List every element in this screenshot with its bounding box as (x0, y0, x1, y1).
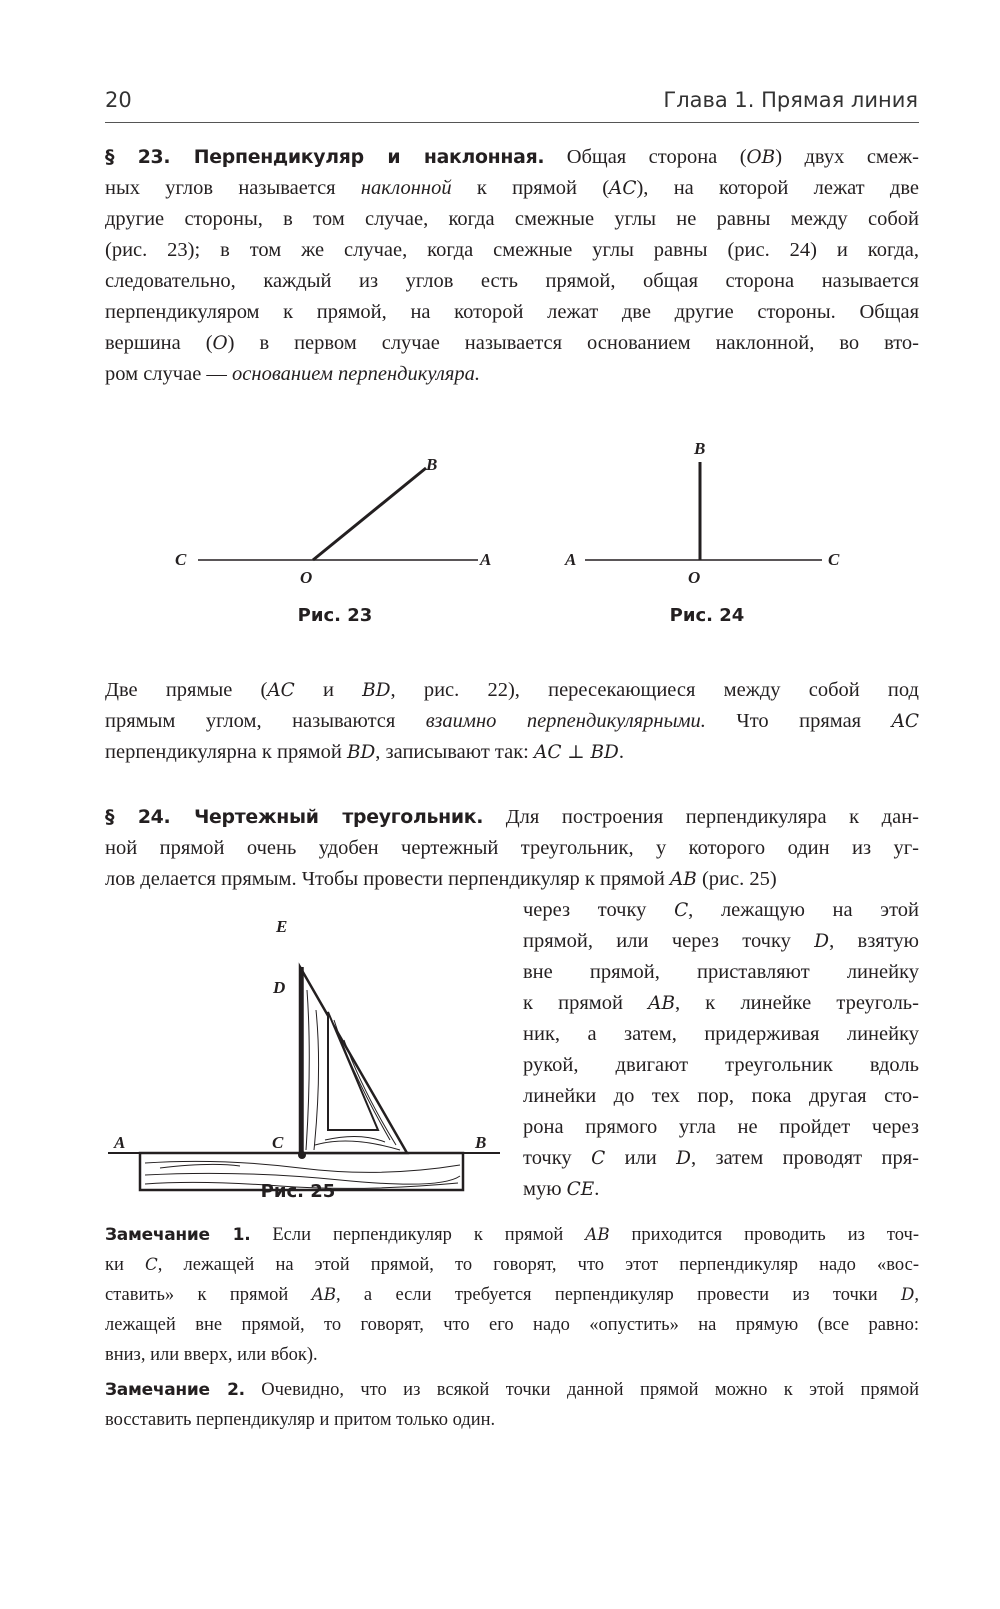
text-line (105, 1405, 919, 1435)
body-text: , рис. 22), пересекающиеся между собой под (390, 679, 919, 701)
figure-25 (100, 900, 510, 1200)
math-text: AC (609, 178, 637, 199)
body-text: ной прямой очень удобен чертежный треугольник, у которого один из уг- (105, 837, 919, 859)
text-line (105, 1250, 919, 1280)
math-text: C (591, 1148, 606, 1169)
text-line (523, 1081, 919, 1112)
text-line (105, 173, 919, 204)
body-text: рукой, двигают треугольник вдоль (523, 1054, 919, 1076)
body-text: ), на которой лежат две (636, 177, 919, 199)
body-text: мую (523, 1178, 567, 1200)
body-text: вне прямой, приставляют линейку (523, 961, 919, 983)
math-text: AB (669, 869, 697, 890)
text-line (105, 328, 919, 359)
body-text: Общая сторона ( (544, 146, 747, 168)
body-text: точку (523, 1147, 592, 1169)
body-text: Что прямая (705, 710, 892, 732)
paragraph-perpendicular-lines (105, 675, 919, 768)
header-rule (105, 122, 919, 123)
body-text: , лежащую на этой (688, 899, 919, 921)
body-text: , к линейке треуголь- (675, 992, 919, 1014)
text-line (105, 266, 919, 297)
label-a: A (480, 550, 492, 569)
body-text: прямым углом, называются (105, 710, 426, 732)
math-text: C (145, 1255, 158, 1274)
section-heading: Замечание 2. (105, 1380, 245, 1400)
math-text: C (674, 900, 689, 921)
label-d: D (273, 978, 286, 997)
label-o: O (688, 568, 701, 587)
body-text: вниз, или вверх, или вбок). (105, 1345, 318, 1365)
text-line (523, 1143, 919, 1174)
text-line (105, 833, 919, 864)
body-text: ных углов называется (105, 177, 361, 199)
text-line (523, 988, 919, 1019)
math-text: AC ⊥ BD (534, 742, 619, 763)
body-text: (рис. 23); в том же случае, когда смежные углы равны (рис. 24) и когда, (105, 239, 919, 261)
body-text: линейки до тех пор, пока другая сто- (523, 1085, 919, 1107)
text-line (105, 1340, 919, 1370)
label-b: B (475, 1133, 487, 1152)
math-text: D (676, 1148, 691, 1169)
body-text: Две прямые ( (105, 679, 268, 701)
body-text: к прямой ( (451, 177, 610, 199)
oblique-ob (313, 468, 426, 560)
figure-23 (175, 455, 491, 587)
section-heading: § 24. Чертежный треугольник. (105, 806, 484, 828)
body-text: , записывают так: (375, 741, 534, 763)
math-text: D (901, 1285, 915, 1304)
math-text: BD (346, 742, 376, 763)
figure-25-caption: Рис. 25 (260, 1181, 336, 1202)
body-text: , а если требуется перпендикуляр провести из точки (335, 1285, 902, 1305)
body-text: (рис. 25) (696, 868, 777, 890)
body-text: . (618, 741, 624, 763)
section-23 (105, 142, 919, 390)
text-line (105, 675, 919, 706)
math-text: AB (585, 1225, 610, 1244)
body-text: ки (105, 1255, 146, 1275)
body-text: ставить» к прямой (105, 1285, 312, 1305)
math-text: AC (267, 680, 295, 701)
math-text: OB (746, 147, 776, 168)
text-line (105, 1375, 919, 1405)
math-text: D (814, 931, 830, 952)
text-line (523, 1050, 919, 1081)
body-text: Если перпендикуляр к прямой (250, 1225, 586, 1245)
text-line (523, 1174, 919, 1205)
body-text: другие стороны, в том случае, когда смежные углы не равны между собой (105, 208, 919, 230)
label-o: O (300, 568, 313, 587)
section-24-column (523, 895, 919, 1205)
math-text: AB (648, 993, 676, 1014)
label-a: A (565, 550, 577, 569)
body-text: ник, а затем, придерживая линейку (523, 1023, 919, 1045)
figure-23-caption: Рис. 23 (297, 605, 373, 626)
body-text: к прямой (523, 992, 649, 1014)
body-text: , лежащей на этой прямой, то говорят, что этот перпендикуляр надо «вос- (157, 1255, 920, 1275)
body-text: , (914, 1285, 919, 1305)
text-line (523, 895, 919, 926)
figures-23-24 (150, 430, 870, 590)
body-text: восставить перпендикуляр и притом только один. (105, 1410, 496, 1430)
remark-1 (105, 1220, 919, 1370)
body-text: прямой, или через точку (523, 930, 815, 952)
label-b: B (426, 455, 438, 474)
section-heading: Замечание 1. (105, 1225, 251, 1245)
figure-24-caption: Рис. 24 (669, 605, 745, 626)
text-line (105, 737, 919, 768)
body-text: ) двух смеж- (775, 146, 919, 168)
remark-2 (105, 1375, 919, 1435)
text-line (105, 1310, 919, 1340)
text-line (105, 235, 919, 266)
body-text: вершина ( (105, 332, 213, 354)
text-line (523, 957, 919, 988)
body-text: или (605, 1147, 677, 1169)
label-e: E (276, 917, 288, 936)
body-text: перпендикуляром к прямой, на которой лежат две другие стороны. Общая (105, 301, 919, 323)
label-c: C (828, 550, 840, 569)
math-text: BD (362, 680, 391, 701)
text-line (523, 1019, 919, 1050)
set-square-cutout (328, 1012, 378, 1130)
emphasis-text: основанием перпендикуляра. (232, 363, 481, 385)
emphasis-text: взаимно перпендикулярными. (425, 710, 706, 732)
text-line (105, 1220, 919, 1250)
running-header: Глава 1. Прямая линия (663, 88, 918, 112)
body-text: приходится проводить из точ- (609, 1225, 919, 1245)
label-b: B (694, 439, 706, 458)
section-heading: § 23. Перпендикуляр и наклонная. (105, 146, 545, 168)
body-text: через точку (523, 899, 675, 921)
text-line (105, 864, 919, 895)
body-text: лежащей вне прямой, то говорят, что его надо «опустить» на прямую (все равно: (105, 1315, 919, 1335)
body-text: рона прямого угла не пройдет через (523, 1116, 919, 1138)
body-text: ) в первом случае называется основанием наклонной, во вто- (227, 332, 919, 354)
label-c: C (175, 550, 187, 569)
body-text: и (294, 679, 363, 701)
body-text: Очевидно, что из всякой точки данной прямой можно к этой прямой (244, 1380, 919, 1400)
body-text: следовательно, каждый из углов есть прямой, общая сторона называется (105, 270, 919, 292)
page-number: 20 (105, 88, 132, 112)
body-text: , затем проводят пря- (690, 1147, 919, 1169)
math-text: AC (891, 711, 919, 732)
body-text: перпендикулярна к прямой (105, 741, 347, 763)
section-24 (105, 802, 919, 895)
text-line (105, 142, 919, 173)
figure-24 (564, 439, 840, 587)
math-text: O (212, 333, 228, 354)
text-line (105, 1280, 919, 1310)
math-text: CE (566, 1179, 595, 1200)
emphasis-text: наклонной (360, 177, 452, 199)
text-line (523, 926, 919, 957)
body-text: ром случае — (105, 363, 233, 385)
text-line (105, 359, 919, 390)
body-text: . (594, 1178, 600, 1200)
text-line (105, 204, 919, 235)
math-text: AB (311, 1285, 336, 1304)
body-text: Для построения перпендикуляра к дан- (483, 806, 919, 828)
text-line (523, 1112, 919, 1143)
body-text: лов делается прямым. Чтобы провести перпендикуляр к прямой (105, 868, 670, 890)
point-c (298, 1151, 306, 1159)
body-text: , взятую (829, 930, 919, 952)
text-line (105, 802, 919, 833)
text-line (105, 297, 919, 328)
label-c: C (272, 1133, 284, 1152)
text-line (105, 706, 919, 737)
label-a: A (114, 1133, 126, 1152)
